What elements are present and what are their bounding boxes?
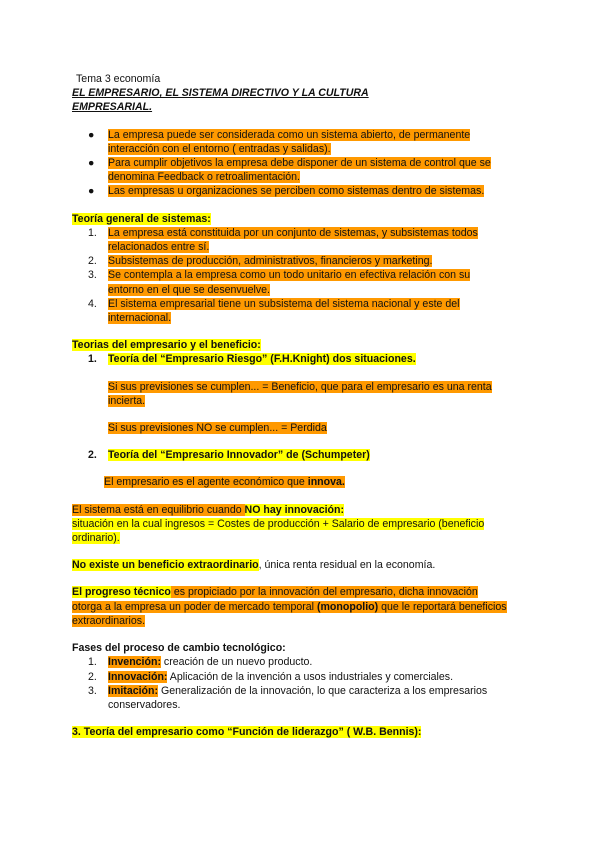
- paragraph: El empresario es el agente económico que innova.: [104, 476, 345, 489]
- list-item-text: Para cumplir objetivos la empresa debe disponer de un sistema de control que se: [108, 157, 491, 170]
- list-item: 1. Invención: creación de un nuevo producto.: [88, 656, 313, 669]
- list-number: 4.: [88, 297, 97, 310]
- paragraph: Si sus previsiones se cumplen... = Beneficio, que para el empresario es una renta incierta.: [108, 380, 492, 407]
- list-item-text: relacionados entre sí.: [108, 241, 210, 254]
- doc-title-line-2: EMPRESARIAL.: [72, 101, 153, 114]
- paragraph: El progreso técnico es propiciado por la innovación del empresario, dicha innovación otorga a la empresa un poder de mercado temporal (monopolio) que le reportará beneficios extraordinarios.: [72, 586, 507, 627]
- bullet-marker: ●: [88, 185, 95, 198]
- paragraph: Si sus previsiones NO se cumplen... = Perdida: [108, 422, 327, 435]
- list-item: [72, 184, 540, 198]
- bullet-marker: ●: [88, 128, 95, 141]
- list-item: [72, 297, 540, 325]
- list-item-text: El sistema empresarial tiene un subsistema del sistema nacional y este del: [108, 297, 460, 310]
- list-item: [72, 156, 540, 184]
- term: Innovación:: [108, 670, 168, 683]
- list-item: [72, 226, 540, 254]
- section-heading: Teorias del empresario y el beneficio:: [72, 339, 261, 352]
- list-item-text: La empresa está constituida por un conjunto de sistemas, y subsistemas todos: [108, 226, 478, 239]
- subsection-text: Teoría del “Empresario Innovador” de (Schumpeter): [108, 449, 370, 462]
- document-body: [72, 72, 540, 739]
- list-item: 2. Innovación: Aplicación de la invención a usos industriales y comerciales.: [88, 670, 454, 683]
- term: Imitación:: [108, 684, 159, 697]
- section-heading: Fases del proceso de cambio tecnológico:: [72, 642, 286, 655]
- list-number: 1.: [88, 353, 97, 366]
- list-item: 3. Imitación: Generalización de la innovación, lo que caracteriza a los empresarios conservadores.: [88, 684, 488, 711]
- list-item: [72, 268, 540, 296]
- list-item-text: internacional.: [108, 312, 172, 325]
- list-number: 2.: [88, 670, 97, 683]
- list-number: 3.: [88, 269, 97, 282]
- list-number: 3.: [88, 684, 97, 697]
- list-item: [72, 254, 540, 268]
- list-item-text: Se contempla a la empresa como un todo unitario en efectiva relación con su: [108, 269, 471, 282]
- list-item-text: Las empresas u organizaciones se perciben como sistemas dentro de sistemas.: [108, 185, 485, 198]
- list-item-text: entorno en el que se desenvuelve.: [108, 283, 270, 296]
- paragraph: El sistema está en equilibrio cuando NO hay innovación: situación en la cual ingresos = Costes de producción + Salario de empresario (beneficio ordinario).: [72, 503, 485, 545]
- list-number: 1.: [88, 226, 97, 239]
- list-number: 1.: [88, 656, 97, 669]
- doc-title-line-1: EL EMPRESARIO, EL SISTEMA DIRECTIVO Y LA CULTURA: [72, 87, 369, 100]
- list-number: 2.: [88, 255, 97, 268]
- section-heading: 3. Teoría del empresario como “Función de liderazgo” ( W.B. Bennis):: [72, 726, 422, 739]
- list-item-text: Subsistemas de producción, administrativos, financieros y marketing.: [108, 255, 433, 268]
- subsection-heading: [72, 352, 540, 366]
- section-heading: Teoría general de sistemas:: [72, 212, 211, 225]
- paragraph: No existe un beneficio extraordinario, única renta residual en la economía.: [72, 559, 436, 572]
- bullet-marker: ●: [88, 157, 95, 170]
- list-item-text: denomina Feedback o retroalimentación.: [108, 171, 300, 184]
- list-item-text: La empresa puede ser considerada como un sistema abierto, de permanente: [108, 128, 471, 141]
- term: Invención:: [108, 656, 161, 669]
- list-item-text: interacción con el entorno ( entradas y salidas).: [108, 142, 331, 155]
- subsection-heading: [72, 448, 540, 462]
- subsection-text: Teoría del “Empresario Riesgo” (F.H.Knight) dos situaciones.: [108, 353, 416, 366]
- doc-header: Tema 3 economía: [76, 73, 161, 85]
- list-number: 2.: [88, 449, 97, 462]
- list-item: [72, 128, 540, 156]
